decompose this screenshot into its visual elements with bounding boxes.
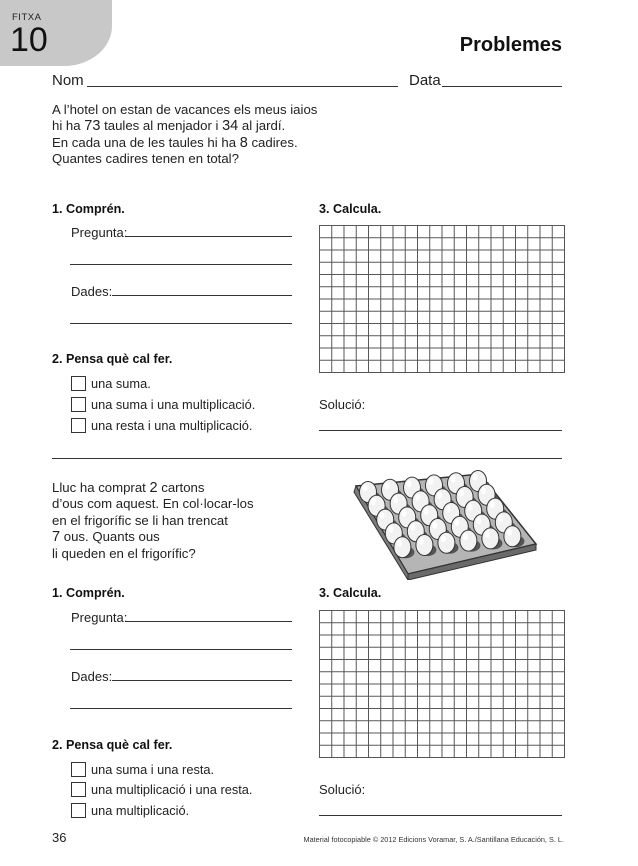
egg-highlight — [490, 501, 495, 508]
egg-highlight — [451, 476, 456, 483]
sheet-number: 10 — [10, 21, 48, 59]
p2-option-3-label: una multiplicació. — [91, 803, 190, 818]
egg-highlight — [437, 492, 442, 499]
egg-highlight — [507, 529, 512, 536]
p1-calculation-grid[interactable] — [319, 225, 565, 373]
p1-option-3-label: una resta i una multiplicació. — [91, 418, 253, 433]
egg-highlight — [468, 503, 473, 510]
statement-line: 7 ous. Quants ous — [52, 529, 160, 546]
egg-highlight — [371, 498, 376, 505]
egg-highlight — [388, 526, 393, 533]
name-label: Nom — [52, 72, 84, 89]
statement-line: En cada una de les taules hi ha 8 cadires. — [52, 134, 298, 151]
date-label: Data — [409, 72, 441, 89]
egg-highlight — [363, 485, 368, 492]
egg-highlight — [415, 494, 420, 501]
egg — [504, 526, 521, 547]
egg-highlight — [463, 533, 468, 540]
statement-line: Quantes cadires tenen en total? — [52, 151, 239, 167]
p2-question-line-1[interactable] — [126, 621, 292, 622]
p1-option-1-label: una suma. — [91, 376, 151, 391]
p2-understand-heading: 1. Comprén. — [52, 586, 125, 600]
p2-option-2-checkbox[interactable] — [71, 782, 86, 797]
egg-highlight — [429, 478, 434, 485]
egg-carton-icon — [350, 470, 540, 580]
page-title: Problemes — [459, 34, 562, 56]
egg-highlight — [476, 517, 481, 524]
egg-highlight — [397, 540, 402, 547]
egg-highlight — [432, 522, 437, 529]
section-divider — [52, 458, 562, 459]
p2-solution-label: Solució: — [319, 782, 366, 797]
p2-calculate-heading: 3. Calcula. — [319, 586, 382, 600]
p2-data-line-1[interactable] — [112, 680, 292, 681]
p1-solution-label: Solució: — [319, 397, 366, 412]
egg-highlight — [473, 474, 478, 481]
egg-highlight — [446, 506, 451, 513]
p1-data-line-2[interactable] — [70, 323, 292, 324]
p1-data-line-1[interactable] — [112, 295, 292, 296]
p1-calculate-heading: 3. Calcula. — [319, 202, 382, 216]
statement-line: Lluc ha comprat 2 cartons — [52, 480, 205, 496]
name-field[interactable] — [87, 86, 398, 87]
egg-highlight — [441, 535, 446, 542]
p2-option-1-checkbox[interactable] — [71, 762, 86, 777]
egg-highlight — [380, 512, 385, 519]
egg-highlight — [393, 496, 398, 503]
p1-data-label: Dades: — [71, 284, 113, 299]
p2-data-label: Dades: — [71, 669, 113, 684]
egg-highlight — [419, 538, 424, 545]
statement-line: d’ous com aquest. En col·locar-los — [52, 496, 254, 512]
p2-question-line-2[interactable] — [70, 649, 292, 650]
p1-option-1-checkbox[interactable] — [71, 376, 86, 391]
statement-line: hi ha 73 taules al menjador i 34 al jardí. — [52, 118, 286, 135]
p2-option-2-label: una multiplicació i una resta. — [91, 782, 253, 797]
p2-data-line-2[interactable] — [70, 708, 292, 709]
p2-calculation-grid[interactable] — [319, 610, 565, 758]
egg-highlight — [485, 531, 490, 538]
p2-option-1-label: una suma i una resta. — [91, 762, 215, 777]
egg-highlight — [407, 480, 412, 487]
egg — [394, 537, 411, 558]
p1-solution-line[interactable] — [319, 430, 562, 431]
p1-option-3-checkbox[interactable] — [71, 418, 86, 433]
egg-highlight — [402, 510, 407, 517]
p1-question-line-2[interactable] — [70, 264, 292, 265]
egg — [438, 532, 455, 553]
date-field[interactable] — [442, 86, 562, 87]
p1-understand-heading: 1. Comprén. — [52, 202, 125, 216]
problem-2-statement — [52, 480, 254, 562]
p1-option-2-checkbox[interactable] — [71, 397, 86, 412]
egg-highlight — [459, 490, 464, 497]
p1-question-label: Pregunta: — [71, 225, 128, 240]
p1-option-2-label: una suma i una multiplicació. — [91, 397, 256, 412]
egg-highlight — [498, 515, 503, 522]
statement-line: li queden en el frigorífic? — [52, 545, 196, 561]
egg-highlight — [454, 519, 459, 526]
p2-option-3-checkbox[interactable] — [71, 803, 86, 818]
statement-line: A l’hotel on estan de vacances els meus iaios — [52, 102, 318, 117]
egg-highlight — [424, 508, 429, 515]
egg — [482, 528, 499, 549]
p2-think-heading: 2. Pensa què cal fer. — [52, 738, 173, 752]
egg-highlight — [481, 487, 486, 494]
p2-question-label: Pregunta: — [71, 610, 128, 625]
egg — [460, 530, 477, 551]
egg-highlight — [385, 482, 390, 489]
copyright-notice: Material fotocopiable © 2012 Edicions Voramar, S. A./Santillana Educación, S. L. — [303, 835, 564, 844]
statement-line: en el frigorífic se li han trencat — [52, 512, 228, 528]
page-number: 36 — [52, 830, 67, 845]
p1-think-heading: 2. Pensa què cal fer. — [52, 352, 173, 366]
p2-solution-line[interactable] — [319, 815, 562, 816]
egg-highlight — [410, 524, 415, 531]
problem-1-statement — [52, 102, 317, 168]
p1-question-line-1[interactable] — [126, 236, 292, 237]
egg — [416, 535, 433, 556]
sheet-label: FITXA — [12, 12, 42, 23]
